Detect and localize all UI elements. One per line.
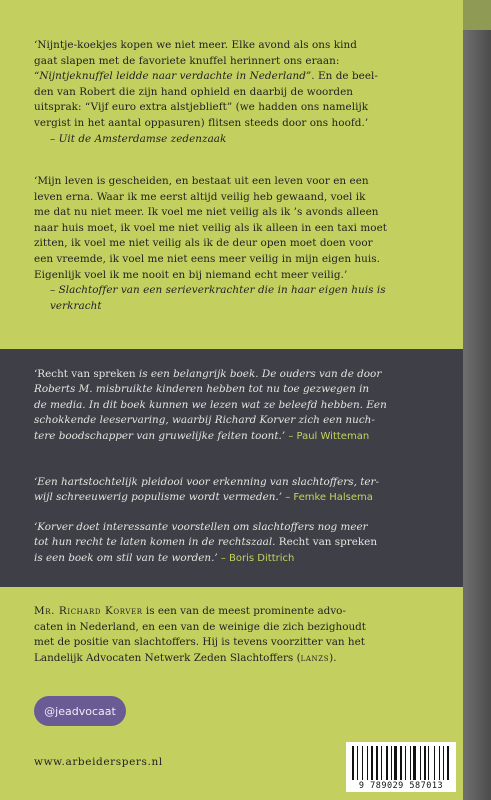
twitter-handle-badge[interactable]: @jeadvocaat — [34, 696, 126, 726]
quote2-line: naar huis moet, ik voel me niet veilig als ik alleen in een taxi moet — [34, 221, 388, 234]
barcode-bar — [359, 746, 362, 780]
quote2-line: leven erna. Waar ik me eerst altijd veilig heb gewaand, voel ik — [34, 190, 366, 203]
author-line — [34, 604, 444, 620]
barcode-bar — [376, 746, 379, 780]
barcode-bar — [405, 746, 406, 780]
barcode-bar — [443, 746, 445, 780]
barcode-bar — [369, 746, 370, 780]
barcode-bar — [439, 746, 440, 780]
author-name: Mr. Richard Korver — [34, 605, 143, 617]
barcode-bar — [394, 746, 397, 780]
review-text: is een boek om stil van te worden.’ — [34, 551, 218, 564]
quote1-line-text: “Nijntjeknuffel leidde naar verdachte in Nederland”. En de beel- — [34, 70, 378, 83]
barcode-bar — [413, 746, 416, 780]
barcode-bar — [436, 746, 438, 780]
review-line — [34, 490, 444, 505]
barcode-bar — [400, 746, 402, 780]
barcode-bar — [391, 746, 392, 780]
review-text: ‘Recht van spreken — [34, 368, 139, 380]
author-line — [34, 651, 444, 667]
quote1-line: uitsprak: “Vijf euro extra alstjeblieft” (we hadden ons namelijk — [34, 101, 369, 114]
author-text: Landelijk Advocaten Netwerk Zeden Slachtoffers ( — [34, 651, 301, 664]
barcode-bar — [383, 746, 385, 780]
author-line: met de positie van slachtoffers. Hij is tevens voorzitter van het — [34, 636, 365, 649]
quote1-line: ‘Nijntje-koekjes kopen we niet meer. Elke avond als ons kind — [34, 39, 357, 51]
barcode-bar — [417, 746, 419, 780]
barcode-bar — [386, 746, 388, 780]
author-line: caten in Nederland, en een van de weinige die zich bezighoudt — [34, 620, 366, 633]
book-edge — [463, 0, 491, 800]
quote-amsterdam — [34, 38, 444, 147]
barcode-bar — [411, 746, 412, 780]
reviewer-name: – Paul Witteman — [285, 430, 370, 442]
quote1-line — [34, 69, 444, 85]
review-line — [34, 535, 444, 550]
barcode-bar — [367, 746, 368, 780]
barcode-bar — [371, 746, 373, 780]
reviews-band — [0, 349, 463, 587]
barcode-bar — [389, 746, 390, 780]
author-text: is een van de meest prominente advo- — [142, 605, 346, 617]
barcode-bar — [352, 746, 354, 780]
quote1-line: vergist in het aantal oppasuren) flitsen steeds door ons hoofd.’ — [34, 116, 369, 129]
barcode-bar — [422, 746, 423, 780]
barcode-bar — [362, 746, 363, 780]
barcode-bar — [381, 746, 382, 780]
quote2-line: Eigenlijk voel ik me nooit en bij niemand echt meer veilig.’ — [34, 268, 348, 281]
quote2-line: ‘Mijn leven is gescheiden, en bestaat uit een leven voor en een — [34, 175, 369, 187]
review-halsema — [34, 475, 444, 506]
quote1-line: den van Robert die zijn hand ophield en daarbij de woorden — [34, 85, 354, 98]
publisher-url[interactable]: www.arbeiderspers.nl — [34, 756, 163, 768]
quote2-source-line: verkracht — [50, 299, 102, 312]
review-text: Recht van spreken — [278, 536, 378, 549]
review-line — [34, 429, 444, 444]
barcode-bar — [403, 746, 404, 780]
quote1-line: gaat slapen met de favoriete knuffel herinnert ons eraan: — [34, 54, 340, 67]
barcode-bar — [447, 746, 449, 780]
review-line — [34, 367, 444, 382]
barcode-bar — [428, 746, 429, 780]
barcode-bar — [407, 746, 409, 780]
barcode-bar — [445, 746, 446, 780]
quote2-line: een vreemde, ik voel me niet eens meer veilig in mijn eigen huis. — [34, 252, 381, 265]
book-edge-top — [463, 0, 491, 30]
barcode-bar — [393, 746, 394, 780]
review-text: wijl schreeuwerig populisme wordt vermeden.’ — [34, 491, 283, 504]
barcode-bar — [355, 746, 356, 780]
quote-victim — [34, 174, 444, 314]
barcode-bar — [374, 746, 375, 780]
barcode-bar — [410, 746, 411, 780]
review-text: is een belangrijk boek. De ouders van de door — [138, 368, 382, 380]
reviewer-name: – Femke Halsema — [282, 492, 373, 504]
isbn-barcode — [346, 742, 456, 792]
barcode-bar — [430, 746, 433, 780]
author-text: ). — [329, 651, 337, 664]
review-dittrich — [34, 520, 444, 566]
review-line: de media. In dit boek kunnen we lezen wat ze beleefd hebben. Een — [34, 398, 387, 411]
barcode-bar — [420, 746, 421, 780]
review-text: tere boodschapper van gruwelijke feiten toont.’ — [34, 429, 286, 442]
review-line: Roberts M. misbruikte kinderen hebben tot nu toe gezwegen in — [34, 383, 370, 396]
review-line: ‘Een hartstochtelijk pleidooi voor erkenning van slachtoffers, ter- — [34, 476, 380, 488]
barcode-bar — [357, 746, 358, 780]
barcode-bars — [352, 746, 450, 780]
barcode-bar — [441, 746, 442, 780]
quote2-line: me dat nu niet meer. Ik voel me niet veilig als ik ’s avonds alleen — [34, 206, 379, 219]
reviewer-name: – Boris Dittrich — [217, 552, 295, 564]
barcode-bar — [398, 746, 399, 780]
review-text: tot hun recht te laten komen in de rechtszaal. — [34, 536, 279, 549]
barcode-bar — [364, 746, 366, 780]
barcode-number: 9 789029 587013 — [358, 781, 444, 791]
author-text: lanzs — [300, 651, 330, 664]
review-line: schokkende leeservaring, waarbij Richard Korver zich een nuch- — [34, 414, 375, 427]
barcode-bar — [424, 746, 426, 780]
quote1-source: – Uit de Amsterdamse zedenzaak — [50, 132, 227, 145]
barcode-bar — [379, 746, 380, 780]
barcode-bar — [427, 746, 428, 780]
review-line: ‘Korver doet interessante voorstellen om slachtoffers nog meer — [34, 521, 368, 533]
quote2-line: zitten, ik voel me niet veilig als ik de deur open moet doen voor — [34, 237, 373, 250]
review-witteman — [34, 367, 444, 444]
quote2-source-line: – Slachtoffer van een serieverkrachter die in haar eigen huis is — [50, 284, 386, 297]
review-line — [34, 551, 444, 566]
author-bio — [34, 604, 444, 666]
barcode-bar — [434, 746, 435, 780]
